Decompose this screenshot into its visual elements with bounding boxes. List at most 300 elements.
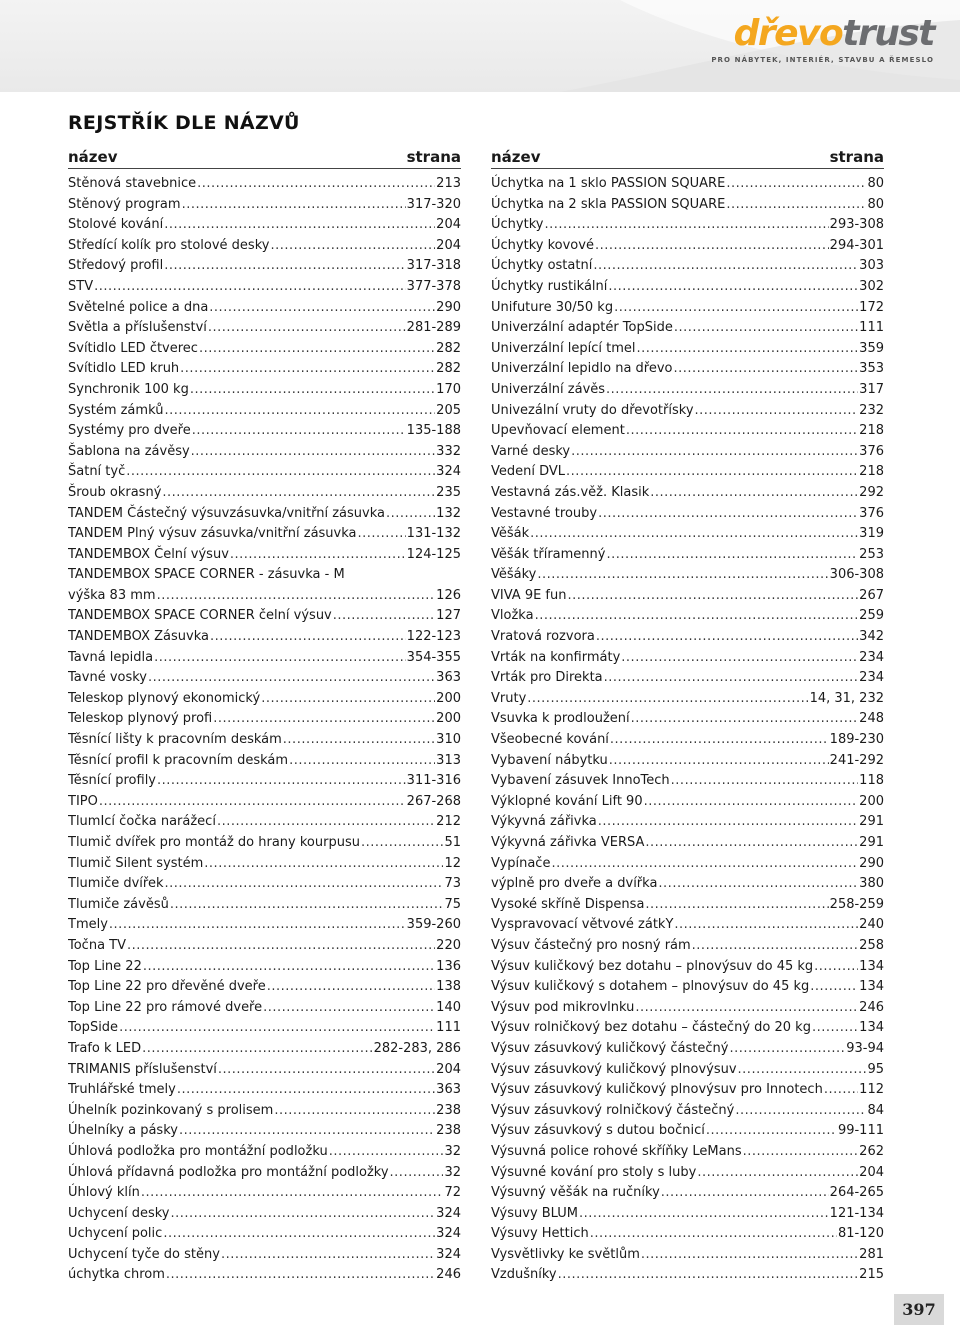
entry-name: Uchycení tyče do stěny — [68, 1246, 220, 1262]
index-entry[interactable] — [491, 854, 884, 875]
dot-leader — [165, 874, 444, 895]
dot-leader — [208, 318, 406, 339]
index-entry[interactable] — [68, 1265, 461, 1286]
index-entry[interactable] — [491, 1080, 884, 1101]
index-entry[interactable] — [491, 339, 884, 360]
index-entry[interactable] — [491, 874, 884, 895]
entry-name: Univerzální závěs — [491, 381, 606, 397]
index-entry[interactable] — [68, 442, 461, 463]
entry-page: 311-316 — [406, 773, 461, 789]
entry-name: Světla a příslušenství — [68, 320, 207, 336]
dot-leader — [590, 1224, 837, 1245]
entry-page: 246 — [436, 1267, 461, 1283]
entry-name: Výsuv zásuvkový rolničkový částečný — [491, 1102, 735, 1118]
entry-page: 122-123 — [406, 629, 461, 645]
index-entry[interactable] — [491, 277, 884, 298]
entry-name: Šatní tyč — [68, 464, 126, 480]
index-entry[interactable] — [68, 1121, 461, 1142]
dot-leader — [621, 648, 858, 669]
index-entry[interactable] — [491, 545, 884, 566]
index-entry[interactable] — [491, 1060, 884, 1081]
entry-page: 140 — [436, 999, 461, 1015]
dot-leader — [361, 833, 443, 854]
entry-name: Výsuvné kování pro stoly s luby — [491, 1164, 697, 1180]
entry-name: Vestavné trouby — [491, 505, 598, 521]
index-entry[interactable] — [68, 195, 461, 216]
index-entry[interactable] — [68, 606, 461, 627]
dot-leader — [204, 854, 443, 875]
entry-name: Uchycení polic — [68, 1226, 163, 1242]
entry-name: Úchytky rustikální — [491, 278, 608, 294]
index-entry[interactable] — [491, 1265, 884, 1286]
entry-page: 282 — [436, 340, 461, 356]
index-entry[interactable] — [491, 895, 884, 916]
entry-name: Světelné police a dna — [68, 299, 209, 315]
index-entry[interactable] — [68, 339, 461, 360]
dot-leader — [164, 256, 405, 277]
index-entry[interactable] — [491, 771, 884, 792]
index-entry[interactable] — [491, 442, 884, 463]
entry-name: TANDEMBOX Zásuvka — [68, 629, 209, 645]
entry-name: Vyspravovací větvové zátkY — [491, 917, 674, 933]
index-entry[interactable] — [68, 648, 461, 669]
entry-name: Unifuture 30/50 kg — [491, 299, 614, 315]
index-entry[interactable] — [491, 1163, 884, 1184]
entry-name: Vestavná zás.věž. Klasik — [491, 484, 650, 500]
entry-name: Stěnový program — [68, 196, 181, 212]
dot-leader — [596, 627, 858, 648]
index-entry[interactable] — [68, 1018, 461, 1039]
entry-page: 264-265 — [829, 1185, 884, 1201]
entry-page: 234 — [859, 649, 884, 665]
dot-leader — [274, 1101, 435, 1122]
dot-leader — [595, 236, 829, 257]
dot-leader — [329, 1142, 444, 1163]
index-entry[interactable] — [491, 1183, 884, 1204]
index-entry[interactable] — [68, 1204, 461, 1225]
dot-leader — [270, 236, 435, 257]
index-entry[interactable] — [491, 751, 884, 772]
entry-page: 131-132 — [406, 526, 461, 542]
index-entry[interactable] — [68, 689, 461, 710]
dot-leader — [674, 359, 859, 380]
index-entry[interactable] — [491, 1204, 884, 1225]
index-entry[interactable] — [491, 318, 884, 339]
index-entry[interactable] — [491, 483, 884, 504]
index-entry[interactable] — [68, 256, 461, 277]
index-entry[interactable] — [68, 957, 461, 978]
entry-page: 324 — [436, 1226, 461, 1242]
entry-page: 99-111 — [837, 1123, 884, 1139]
index-entry[interactable] — [68, 277, 461, 298]
entry-page: 317-318 — [406, 258, 461, 274]
entry-name: TRIMANIS příslušenství — [68, 1061, 217, 1077]
dot-leader — [593, 256, 858, 277]
entry-page: 317-320 — [406, 196, 461, 212]
index-entry[interactable] — [68, 771, 461, 792]
index-entry[interactable] — [491, 977, 884, 998]
index-entry[interactable] — [491, 586, 884, 607]
entry-name: Univezální vruty do dřevotřísky — [491, 402, 694, 418]
entry-page: 134 — [859, 958, 884, 974]
column-header-name: název — [491, 148, 541, 166]
index-entry[interactable] — [491, 792, 884, 813]
index-entry[interactable] — [491, 998, 884, 1019]
index-entry[interactable] — [68, 627, 461, 648]
index-entry[interactable] — [491, 504, 884, 525]
entry-name: Výsuv rolničkový bez dotahu – částečný do 20 kg — [491, 1020, 811, 1036]
index-list-right — [491, 174, 884, 1286]
index-entry[interactable] — [68, 1080, 461, 1101]
entry-name: Truhlářské tmely — [68, 1082, 176, 1098]
dot-leader — [530, 524, 858, 545]
dot-leader — [289, 751, 435, 772]
index-entry[interactable] — [491, 689, 884, 710]
index-entry[interactable] — [491, 524, 884, 545]
index-entry[interactable] — [68, 1183, 461, 1204]
dot-leader — [568, 586, 859, 607]
entry-name: Výsuvná police rohové skříňky LeMans — [491, 1143, 742, 1159]
index-entry[interactable] — [491, 565, 884, 586]
index-entry[interactable] — [68, 545, 461, 566]
index-entry[interactable] — [491, 957, 884, 978]
index-entry[interactable] — [68, 1060, 461, 1081]
entry-page: 111 — [859, 320, 884, 336]
entry-name: Varné desky — [491, 443, 571, 459]
dot-leader — [631, 709, 859, 730]
entry-page: 238 — [436, 1123, 461, 1139]
index-entry[interactable] — [491, 1142, 884, 1163]
index-entry[interactable] — [491, 648, 884, 669]
index-entry[interactable] — [68, 730, 461, 751]
dot-leader — [127, 936, 435, 957]
index-entry[interactable] — [491, 1245, 884, 1266]
dot-leader — [263, 998, 435, 1019]
index-entry[interactable] — [491, 1121, 884, 1142]
entry-name: Tlumiče dvířek — [68, 876, 164, 892]
dot-leader — [99, 792, 406, 813]
dot-leader — [141, 1183, 444, 1204]
index-entry[interactable] — [491, 812, 884, 833]
dot-leader — [143, 957, 435, 978]
index-entry[interactable] — [491, 195, 884, 216]
dot-leader — [190, 380, 435, 401]
entry-page: 376 — [859, 443, 884, 459]
entry-page: 75 — [444, 896, 461, 912]
index-entry[interactable] — [68, 359, 461, 380]
entry-page: 234 — [859, 670, 884, 686]
entry-page: 172 — [859, 299, 884, 315]
entry-page: 246 — [859, 999, 884, 1015]
entry-page: 258-259 — [829, 896, 884, 912]
index-entry[interactable] — [491, 1039, 884, 1060]
entry-page: 292 — [859, 484, 884, 500]
dot-leader — [283, 730, 435, 751]
entry-name: Úhlový klín — [68, 1185, 140, 1201]
dot-leader — [558, 1265, 859, 1286]
dot-leader — [148, 668, 435, 689]
entry-name: Výsuv částečný pro nosný rám — [491, 937, 691, 953]
dot-leader — [333, 606, 435, 627]
entry-name: Výkyvná zářivka — [491, 814, 597, 830]
brand-word-drevo: dřevo — [733, 13, 843, 54]
dot-leader — [191, 442, 436, 463]
index-entry[interactable] — [68, 483, 461, 504]
index-entry[interactable] — [491, 380, 884, 401]
dot-leader — [164, 401, 435, 422]
dot-leader — [609, 751, 829, 772]
entry-name: Vrták pro Direkta — [491, 670, 603, 686]
entry-name: Tlumič Silent systém — [68, 855, 204, 871]
entry-page: 218 — [859, 423, 884, 439]
entry-page: 324 — [436, 464, 461, 480]
index-entry[interactable] — [68, 709, 461, 730]
entry-page: 138 — [436, 979, 461, 995]
index-entry[interactable] — [68, 586, 461, 607]
entry-page: 93-94 — [846, 1040, 884, 1056]
dot-leader — [692, 936, 859, 957]
entry-name: Úchytka na 2 skla PASSION SQUARE — [491, 196, 726, 212]
entry-page: 215 — [859, 1267, 884, 1283]
dot-leader — [164, 215, 435, 236]
index-entry[interactable] — [68, 565, 461, 586]
dot-leader — [386, 504, 435, 525]
index-entry[interactable] — [68, 215, 461, 236]
entry-page: 118 — [859, 773, 884, 789]
dot-leader — [810, 977, 858, 998]
dot-leader — [824, 1080, 858, 1101]
index-entry[interactable] — [491, 1101, 884, 1122]
column-header-name: název — [68, 148, 118, 166]
entry-page: 200 — [436, 711, 461, 727]
entry-page: 134 — [859, 1020, 884, 1036]
dot-leader — [544, 215, 828, 236]
index-entry[interactable] — [68, 977, 461, 998]
index-entry[interactable] — [68, 174, 461, 195]
entry-name: Výsuv kuličkový bez dotahu – plnovýsuv do 45 kg — [491, 958, 814, 974]
brand-logo[interactable] — [711, 14, 934, 64]
entry-page: 232 — [859, 402, 884, 418]
index-entry[interactable] — [491, 668, 884, 689]
index-entry[interactable] — [68, 1039, 461, 1060]
dot-leader — [170, 895, 444, 916]
entry-name: Vrták na konfirmáty — [491, 649, 621, 665]
dot-leader — [154, 648, 406, 669]
entry-page: 281 — [859, 1246, 884, 1262]
entry-page: 218 — [859, 464, 884, 480]
index-entry[interactable] — [68, 915, 461, 936]
index-entry[interactable] — [68, 462, 461, 483]
dot-leader — [177, 1080, 435, 1101]
entry-page: 324 — [436, 1246, 461, 1262]
index-entry[interactable] — [491, 462, 884, 483]
entry-page: 204 — [436, 217, 461, 233]
index-entry[interactable] — [491, 606, 884, 627]
index-entry[interactable] — [491, 298, 884, 319]
dot-leader — [267, 977, 435, 998]
entry-page: 170 — [436, 381, 461, 397]
entry-page: 258 — [859, 937, 884, 953]
index-entry[interactable] — [68, 833, 461, 854]
dot-leader — [726, 195, 866, 216]
entry-name: Svítidlo LED kruh — [68, 361, 180, 377]
dot-leader — [566, 462, 858, 483]
entry-name: Úhlová přídavná podložka pro montážní podložky — [68, 1164, 389, 1180]
entry-name: Výsuvy BLUM — [491, 1205, 579, 1221]
entry-name: Úchytky — [491, 217, 544, 233]
entry-name: Věšák — [491, 526, 530, 542]
entry-name: Všeobecné kování — [491, 732, 609, 748]
index-entry[interactable] — [68, 318, 461, 339]
entry-name: TANDEM Částečný výsuvzásuvka/vnitřní zásuvka — [68, 505, 385, 521]
entry-page: 200 — [436, 690, 461, 706]
index-entry[interactable] — [68, 792, 461, 813]
index-entry[interactable] — [491, 215, 884, 236]
entry-page: 95 — [867, 1061, 884, 1077]
dot-leader — [658, 874, 858, 895]
index-entry[interactable] — [68, 504, 461, 525]
index-entry[interactable] — [68, 524, 461, 545]
index-entry[interactable] — [491, 833, 884, 854]
index-column-right — [491, 146, 884, 1286]
index-entry[interactable] — [491, 915, 884, 936]
entry-name: Tavné vosky — [68, 670, 147, 686]
index-entry[interactable] — [68, 1163, 461, 1184]
index-entry[interactable] — [68, 895, 461, 916]
entry-name: Výsuv zásuvkový kuličkový částečný — [491, 1040, 729, 1056]
entry-page: 332 — [436, 443, 461, 459]
index-entry[interactable] — [68, 998, 461, 1019]
entry-name: VIVA 9E fun — [491, 587, 567, 603]
index-entry[interactable] — [491, 1224, 884, 1245]
dot-leader — [358, 524, 406, 545]
dot-leader — [221, 1245, 435, 1266]
dot-leader — [197, 174, 435, 195]
index-entry[interactable] — [491, 730, 884, 751]
header-band — [0, 0, 960, 92]
index-entry[interactable] — [491, 174, 884, 195]
index-entry[interactable] — [491, 236, 884, 257]
entry-page: 200 — [859, 793, 884, 809]
column-header — [491, 146, 884, 169]
entry-name: Stěnová stavebnice — [68, 176, 197, 191]
entry-name: TIPO — [68, 793, 98, 809]
index-entry[interactable] — [68, 668, 461, 689]
entry-page: 112 — [859, 1082, 884, 1098]
index-entry[interactable] — [68, 236, 461, 257]
entry-name: Svítidlo LED čtverec — [68, 340, 198, 356]
entry-name: výplně pro dveře a dvířka — [491, 876, 658, 892]
entry-name: TANDEMBOX Čelní výsuv — [68, 546, 229, 562]
dot-leader — [537, 565, 828, 586]
entry-page: 132 — [436, 505, 461, 521]
index-entry[interactable] — [491, 936, 884, 957]
index-entry[interactable] — [68, 1245, 461, 1266]
dot-leader — [674, 915, 858, 936]
entry-name: TANDEMBOX SPACE CORNER čelní výsuv — [68, 608, 332, 624]
index-entry[interactable] — [491, 1018, 884, 1039]
entry-name: Úhelník pozinkovaný s prolisem — [68, 1102, 274, 1118]
index-entry[interactable] — [491, 709, 884, 730]
index-entry[interactable] — [68, 401, 461, 422]
dot-leader — [812, 1018, 858, 1039]
entry-page: 363 — [436, 1082, 461, 1098]
index-entry[interactable] — [68, 298, 461, 319]
column-header-page: strana — [406, 148, 461, 166]
entry-page: 126 — [436, 587, 461, 603]
page-title: REJSTŘÍK DLE NÁZVŮ — [68, 112, 300, 134]
index-column-left — [68, 146, 461, 1286]
entry-name: TopSide — [68, 1020, 119, 1036]
entry-name: Tmely — [68, 917, 108, 933]
index-entry[interactable] — [68, 874, 461, 895]
index-entry[interactable] — [491, 627, 884, 648]
entry-name: Tavná lepidla — [68, 649, 154, 665]
column-header — [68, 146, 461, 169]
dot-leader — [166, 1265, 435, 1286]
entry-name: Středový profil — [68, 258, 164, 274]
index-entry[interactable] — [68, 812, 461, 833]
entry-page: 235 — [436, 484, 461, 500]
index-entry[interactable] — [68, 380, 461, 401]
dot-leader — [614, 298, 858, 319]
entry-name: Trafo k LED — [68, 1040, 142, 1056]
entry-name: Věšák tříramenný — [491, 546, 606, 562]
entry-page: 324 — [436, 1205, 461, 1221]
entry-page: 291 — [859, 835, 884, 850]
dot-leader — [606, 380, 858, 401]
dot-leader — [182, 195, 406, 216]
index-entry[interactable] — [68, 854, 461, 875]
index-entry[interactable] — [68, 1224, 461, 1245]
dot-leader — [571, 442, 858, 463]
index-entry[interactable] — [491, 421, 884, 442]
entry-name: Středící kolík pro stolové desky — [68, 237, 270, 253]
entry-page: 294-301 — [829, 237, 884, 253]
entry-page: 12 — [444, 855, 461, 871]
entry-page: 220 — [436, 937, 461, 953]
index-entry[interactable] — [68, 1101, 461, 1122]
dot-leader — [109, 915, 406, 936]
index-entry[interactable] — [68, 936, 461, 957]
dot-leader — [579, 1204, 829, 1225]
page-number: 397 — [894, 1294, 944, 1325]
dot-leader — [126, 462, 435, 483]
index-entry[interactable] — [491, 359, 884, 380]
entry-page: 282 — [436, 361, 461, 377]
entry-name: Teleskop plynový profi — [68, 711, 213, 727]
entry-page: 81-120 — [837, 1226, 884, 1242]
index-entry[interactable] — [491, 256, 884, 277]
dot-leader — [218, 1060, 435, 1081]
entry-name: Úchytky kovové — [491, 237, 594, 253]
index-entry[interactable] — [68, 421, 461, 442]
entry-name: Uchycení desky — [68, 1205, 170, 1221]
entry-page: 310 — [436, 732, 461, 748]
entry-page: 376 — [859, 505, 884, 521]
entry-name: Systém zámků — [68, 402, 164, 418]
index-entry[interactable] — [491, 401, 884, 422]
entry-page: 189-230 — [829, 732, 884, 748]
dot-leader — [661, 1183, 829, 1204]
entry-page: 303 — [859, 258, 884, 274]
index-entry[interactable] — [68, 1142, 461, 1163]
dot-leader — [199, 339, 435, 360]
entry-page: 51 — [444, 835, 461, 850]
index-entry[interactable] — [68, 751, 461, 772]
entry-page: 204 — [859, 1164, 884, 1180]
dot-leader — [157, 586, 436, 607]
